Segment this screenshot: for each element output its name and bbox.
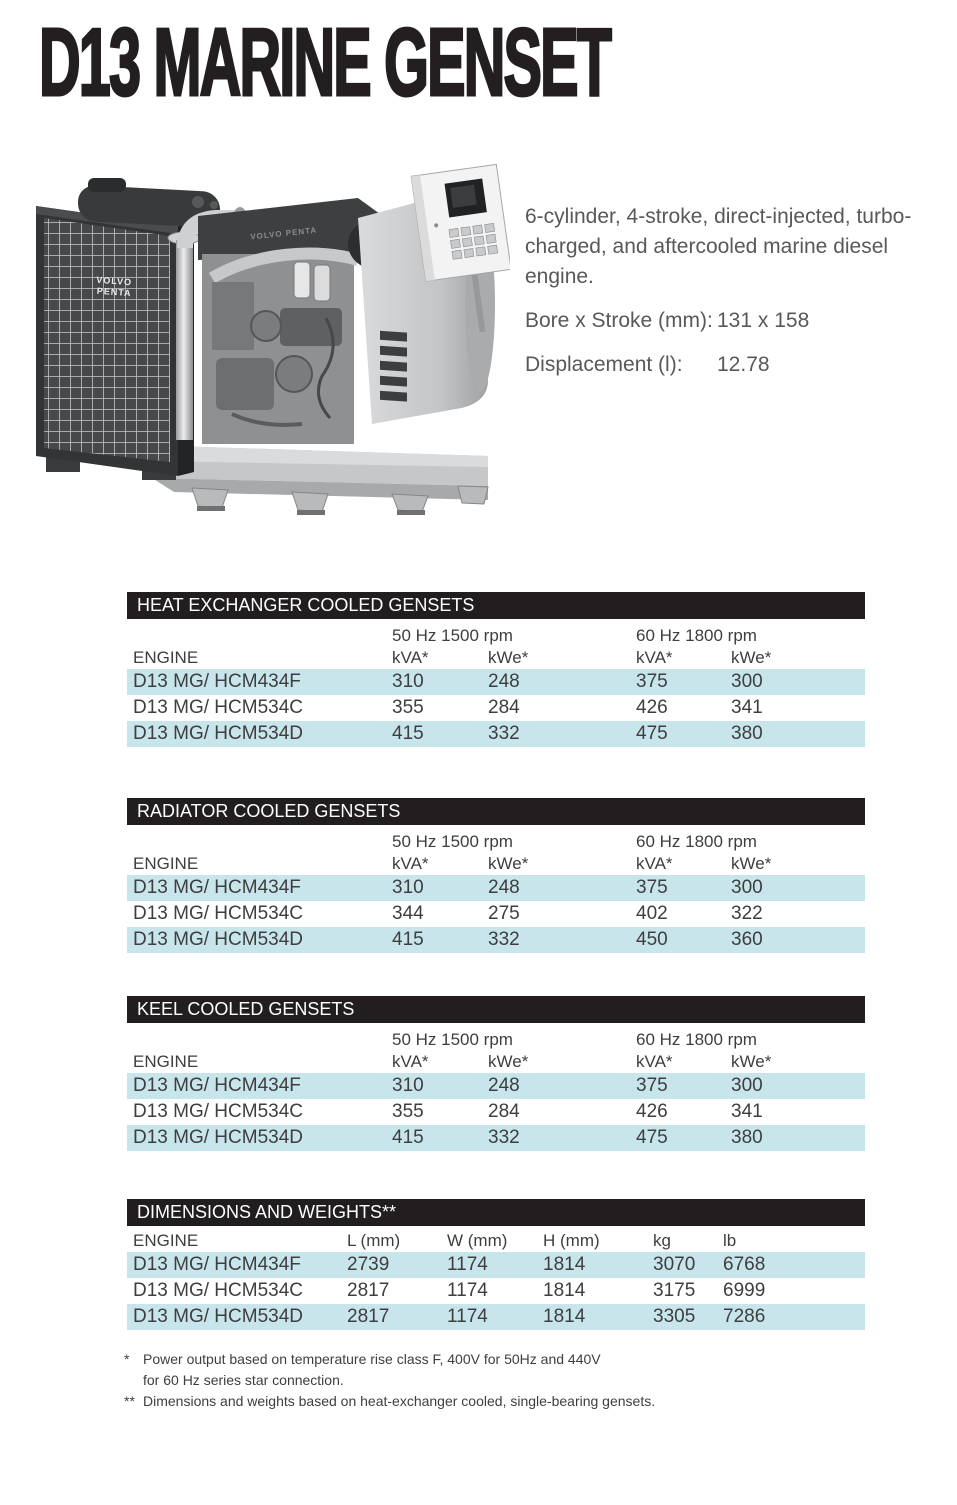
table-row [127,927,865,953]
frequency-header-row [127,825,865,852]
value-cell: 3175 [653,1280,696,1301]
value-cell: 475 [636,723,668,744]
table-row [127,1304,865,1330]
engine-name: D13 MG/ HCM534D [133,929,303,950]
power-tables [127,592,865,1202]
col-header: kg [653,1231,671,1250]
table-row [127,669,865,695]
table-row [127,901,865,927]
value-cell: 310 [392,671,424,692]
table-row [127,695,865,721]
engine-name: D13 MG/ HCM434F [133,1254,301,1275]
engine-name: D13 MG/ HCM434F [133,877,301,898]
power-table [127,592,865,747]
value-cell: 380 [731,723,763,744]
engine-name: D13 MG/ HCM534C [133,1101,303,1122]
value-cell: 426 [636,1101,668,1122]
freq-header-50hz: 50 Hz 1500 rpm [392,1030,513,1049]
footnote-marker: ** [124,1393,135,1409]
value-cell: 355 [392,1101,424,1122]
freq-header-60hz: 60 Hz 1800 rpm [636,832,757,851]
value-cell: 300 [731,1075,763,1096]
col-header: kVA* [636,648,673,667]
value-cell: 1814 [543,1280,586,1301]
col-header-engine: ENGINE [133,648,199,667]
value-cell: 375 [636,877,668,898]
value-cell: 375 [636,1075,668,1096]
dimensions-table [127,1199,865,1330]
freq-header-50hz: 50 Hz 1500 rpm [392,832,513,851]
table-row [127,1099,865,1125]
value-cell: 375 [636,671,668,692]
genset-image [26,156,510,518]
engine-description: 6-cylinder, 4-stroke, direct-injected, turbo-charged, and aftercooled marine diesel engine. [525,205,912,288]
value-cell: 300 [731,877,763,898]
value-cell: 2817 [347,1280,390,1301]
value-cell: 355 [392,697,424,718]
table-row [127,875,865,901]
col-header: kWe* [488,648,529,667]
value-cell: 426 [636,697,668,718]
value-cell: 2739 [347,1254,390,1275]
col-header-engine: ENGINE [133,854,199,873]
value-cell: 1814 [543,1306,586,1327]
col-header-engine: ENGINE [133,1052,199,1071]
col-header: lb [723,1231,737,1250]
power-table [127,996,865,1151]
value-cell: 310 [392,1075,424,1096]
col-header-engine: ENGINE [133,1231,199,1250]
footnotes [124,1349,655,1412]
column-header-row [127,1050,865,1073]
table-title-bar [127,1199,865,1226]
value-cell: 284 [488,1101,520,1122]
value-cell: 248 [488,1075,520,1096]
value-cell: 402 [636,903,668,924]
footnote-text: Dimensions and weights based on heat-exchanger cooled, single-bearing gensets. [143,1393,656,1409]
value-cell: 310 [392,877,424,898]
engine-name: D13 MG/ HCM534D [133,1306,303,1327]
col-header: kVA* [636,854,673,873]
table-title-bar [127,996,865,1023]
power-table [127,798,865,953]
value-cell: 248 [488,671,520,692]
table-title-bar [127,798,865,825]
value-cell: 300 [731,671,763,692]
freq-header-50hz: 50 Hz 1500 rpm [392,626,513,645]
column-header-row [127,646,865,669]
engine-name: D13 MG/ HCM434F [133,1075,301,1096]
radiator-brand-line2: PENTA [96,285,132,299]
value-cell: 2817 [347,1306,390,1327]
value-cell: 450 [636,929,668,950]
col-header: kVA* [636,1052,673,1071]
freq-header-60hz: 60 Hz 1800 rpm [636,626,757,645]
value-cell: 341 [731,697,763,718]
radiator-grille [36,206,194,476]
frequency-header-row [127,1023,865,1050]
value-cell: 332 [488,929,520,950]
engine-name: D13 MG/ HCM534C [133,697,303,718]
value-cell: 415 [392,929,424,950]
value-cell: 322 [731,903,763,924]
engine-name: D13 MG/ HCM434F [133,671,301,692]
footnote [124,1391,655,1412]
table-row [127,1278,865,1304]
engine-name: D13 MG/ HCM534C [133,903,303,924]
value-cell: 248 [488,877,520,898]
value-cell: 7286 [723,1306,766,1327]
col-header: kVA* [392,648,429,667]
col-header: kWe* [731,648,772,667]
value-cell: 332 [488,1127,520,1148]
spec-value: 131 x 158 [717,309,810,332]
value-cell: 6768 [723,1254,766,1275]
table-row [127,1125,865,1151]
col-header: kWe* [731,1052,772,1071]
footnote [124,1349,655,1391]
spec-label: Bore x Stroke (mm): [525,309,713,332]
col-header: kWe* [488,1052,529,1071]
col-header: kVA* [392,1052,429,1071]
table-title: RADIATOR COOLED GENSETS [137,801,401,821]
radiator-brand-line1: VOLVO [95,274,133,288]
col-header: W (mm) [447,1231,508,1250]
table-title: HEAT EXCHANGER COOLED GENSETS [137,595,475,615]
value-cell: 332 [488,723,520,744]
col-header: kVA* [392,854,429,873]
value-cell: 284 [488,697,520,718]
column-header-row [127,852,865,875]
footnote-marker: * [124,1351,130,1367]
table-rows [127,669,865,747]
table-row [127,721,865,747]
col-header: L (mm) [347,1231,401,1250]
table-title-bar [127,592,865,619]
footnote-text: Power output based on temperature rise class F, 400V for 50Hz and 440V for 60 Hz series star connection. [143,1351,601,1388]
value-cell: 1174 [447,1254,488,1275]
spec-row-displacement [525,350,929,380]
frequency-header-row [127,619,865,646]
engine-name: D13 MG/ HCM534C [133,1280,303,1301]
value-cell: 275 [488,903,520,924]
value-cell: 344 [392,903,424,924]
engine-brand-label: VOLVO PENTA [249,225,318,242]
engine-name: D13 MG/ HCM534D [133,723,303,744]
value-cell: 6999 [723,1280,766,1301]
value-cell: 360 [731,929,763,950]
value-cell: 475 [636,1127,668,1148]
value-cell: 1814 [543,1254,586,1275]
table-row [127,1073,865,1099]
table-title: KEEL COOLED GENSETS [137,999,355,1019]
table-title: DIMENSIONS AND WEIGHTS** [137,1202,397,1222]
spec-row-bore-stroke [525,306,929,336]
engine-description-block [525,202,929,380]
freq-header-60hz: 60 Hz 1800 rpm [636,1030,757,1049]
column-header-row [127,1226,865,1252]
table-rows [127,1073,865,1151]
value-cell: 3070 [653,1254,696,1275]
value-cell: 3305 [653,1306,696,1327]
value-cell: 1174 [447,1280,488,1301]
engine-name: D13 MG/ HCM534D [133,1127,303,1148]
spec-value: 12.78 [717,353,770,376]
value-cell: 380 [731,1127,763,1148]
col-header: kWe* [488,854,529,873]
value-cell: 415 [392,723,424,744]
value-cell: 341 [731,1101,763,1122]
col-header: H (mm) [543,1231,600,1250]
spec-label: Displacement (l): [525,353,683,376]
table-row [127,1252,865,1278]
table-rows [127,875,865,953]
col-header: kWe* [731,854,772,873]
genset-illustration [26,156,510,518]
value-cell: 1174 [447,1306,488,1327]
value-cell: 415 [392,1127,424,1148]
page-title: D13 MARINE GENSET [39,9,611,116]
table-rows [127,1252,865,1330]
